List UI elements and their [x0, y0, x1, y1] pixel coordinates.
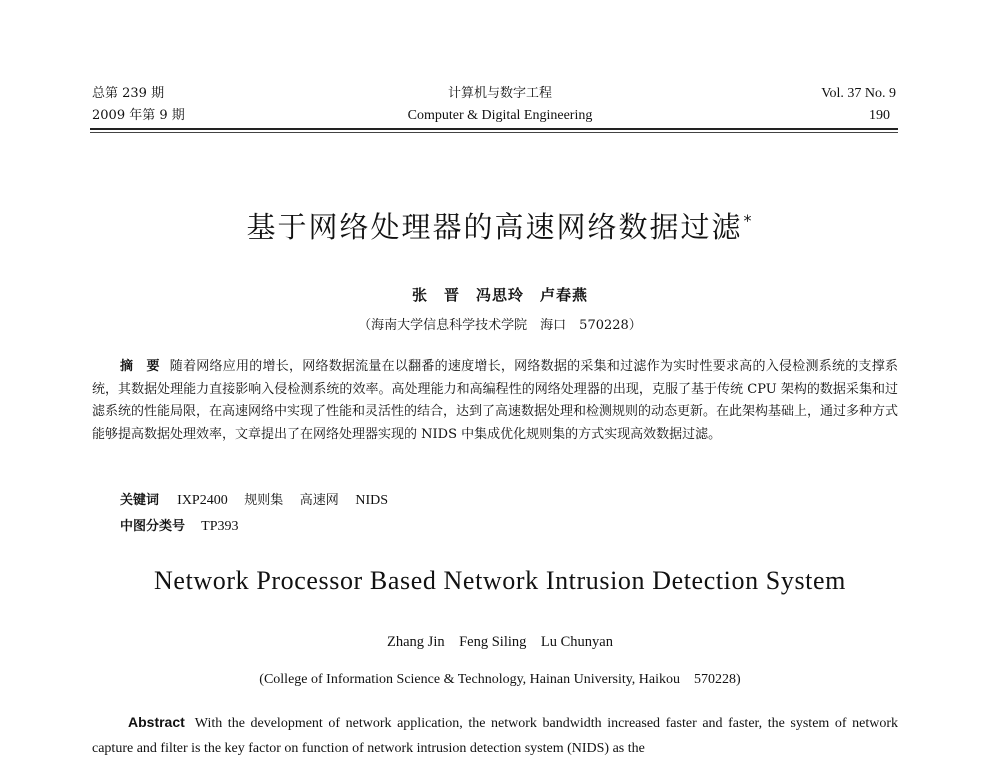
abstract-cn [92, 356, 898, 446]
issue-date: 2009 年第 9 期 [92, 108, 185, 123]
keyword-item: 规则集 [244, 493, 284, 508]
classification [120, 516, 239, 538]
keywords [120, 490, 388, 512]
authors-cn: 张 晋 冯思玲 卢春燕 [411, 286, 588, 304]
keyword-item: 高速网 [299, 493, 339, 508]
volume-number: Vol. 37 No. 9 [821, 86, 896, 101]
abstract-en [92, 710, 898, 761]
abstract-cn-label: 摘 要 [120, 359, 160, 374]
title-footnote-mark: * [743, 211, 754, 231]
paper-title-cn [0, 205, 1000, 246]
journal-name-cn: 计算机与数字工程 [447, 86, 552, 101]
title-cn-text: 基于网络处理器的高速网络数据过滤 [246, 210, 743, 244]
paper-title-en: Network Processor Based Network Intrusion Detection System [154, 566, 846, 595]
abstract-en-text: With the development of network application, the network bandwidth increased faster and faster, the system of network capture and filter is the key factor on function of network intrusion detection system (NIDS) as the [92, 716, 898, 756]
issue-total: 总第 239 期 [92, 86, 165, 101]
classification-label: 中图分类号 [120, 519, 186, 534]
abstract-cn-text: 随着网络应用的增长，网络数据流量在以翻番的速度增长，网络数据的采集和过滤作为实时性要求高的入侵检测系统的支撑系统，其数据处理能力直接影响入侵检测系统的效率。高处理能力和高编程性的网络处理器的出现，克服了基于传统 CPU 架构的数据采集和过滤系统的性能局限，在高速网络中实现了性能和灵活性的结合，达到了高速数据处理和检测规则的动态更新。在此架构基础上，通过多种方式能够提高数据处理效率，文章提出了在网络处理器实现的 NIDS 中集成优化规则集的方式实现高效数据过滤。 [92, 359, 899, 442]
keyword-item: NIDS [355, 493, 389, 508]
keyword-item: IXP2400 [177, 493, 228, 508]
affiliation-cn: （海南大学信息科学技术学院 海口 570228） [358, 318, 642, 333]
header-rule-thick [90, 128, 898, 130]
volume-info [821, 83, 896, 127]
page-number: 190 [869, 108, 890, 123]
classification-value: TP393 [201, 519, 239, 534]
header-rule-thin [90, 132, 898, 133]
journal-name-en: Computer & Digital Engineering [407, 108, 593, 123]
affiliation-en: (College of Information Science & Technology, Hainan University, Haikou 570228) [259, 672, 741, 687]
authors-en: Zhang Jin Feng Siling Lu Chunyan [387, 634, 613, 650]
abstract-en-label: Abstract [128, 714, 185, 730]
keywords-label: 关键词 [120, 493, 160, 508]
